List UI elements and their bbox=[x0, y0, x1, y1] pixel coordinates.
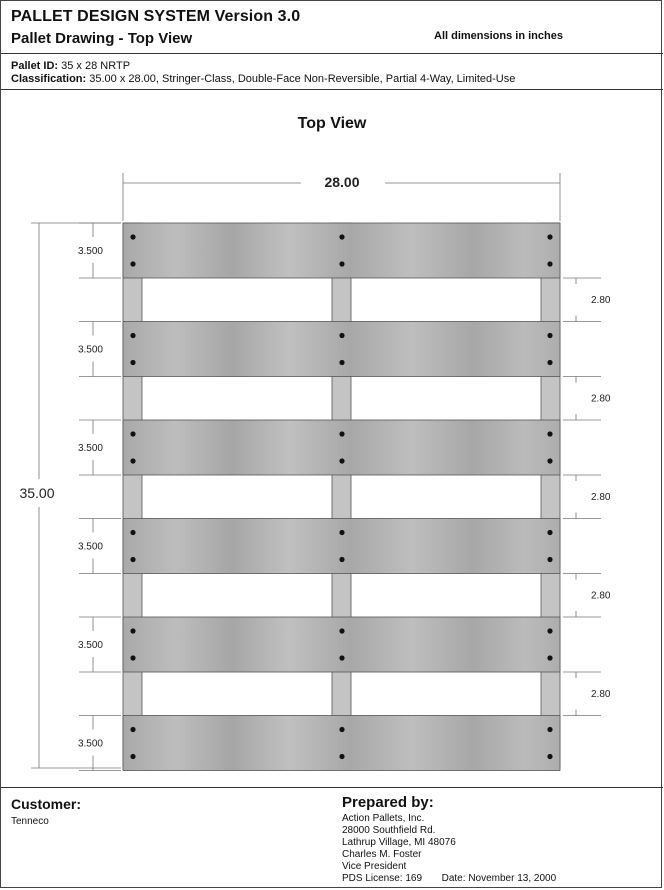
nail-icon bbox=[130, 754, 135, 759]
nail-icon bbox=[547, 727, 552, 732]
units-note: All dimensions in inches bbox=[434, 30, 563, 42]
gap-width-label: 2.80 bbox=[591, 689, 611, 700]
nail-icon bbox=[339, 234, 344, 239]
nail-icon bbox=[339, 261, 344, 266]
pallet-id-value: 35 x 28 NRTP bbox=[61, 60, 131, 72]
customer-heading: Customer: bbox=[11, 796, 82, 812]
app-title: PALLET DESIGN SYSTEM Version 3.0 bbox=[11, 8, 301, 25]
nail-icon bbox=[547, 628, 552, 633]
nail-icon bbox=[339, 754, 344, 759]
prepared-street: 28000 Southfield Rd. bbox=[342, 825, 436, 836]
nail-icon bbox=[130, 333, 135, 338]
nail-icon bbox=[547, 261, 552, 266]
nail-icon bbox=[339, 431, 344, 436]
prepared-by-heading: Prepared by: bbox=[342, 794, 434, 811]
prepared-company: Action Pallets, Inc. bbox=[342, 813, 425, 824]
classification-label: Classification: bbox=[11, 73, 87, 85]
deckboard-width-label: 3.500 bbox=[77, 443, 103, 454]
stringer bbox=[332, 223, 351, 768]
deckboard-width-label: 3.500 bbox=[77, 640, 103, 651]
nail-icon bbox=[130, 360, 135, 365]
nail-icon bbox=[339, 655, 344, 660]
nail-icon bbox=[547, 458, 552, 463]
drawing-title: Pallet Drawing - Top View bbox=[11, 30, 193, 47]
nail-icon bbox=[130, 431, 135, 436]
nail-icon bbox=[547, 557, 552, 562]
nail-icon bbox=[130, 234, 135, 239]
nail-icon bbox=[130, 655, 135, 660]
gap-width-label: 2.80 bbox=[591, 492, 611, 503]
nail-icon bbox=[130, 458, 135, 463]
nail-icon bbox=[130, 557, 135, 562]
nail-icon bbox=[547, 530, 552, 535]
gap-width-label: 2.80 bbox=[591, 393, 611, 405]
nail-icon bbox=[547, 431, 552, 436]
pallet-id-label: Pallet ID: bbox=[11, 60, 59, 72]
deckboard-width-label: 3.500 bbox=[77, 344, 103, 356]
license-value: 169 bbox=[405, 873, 423, 884]
date-value: November 13, 2000 bbox=[468, 873, 557, 884]
view-title: Top View bbox=[297, 115, 367, 132]
license-label: PDS License: bbox=[342, 873, 403, 884]
nail-icon bbox=[130, 530, 135, 535]
date-label: Date: bbox=[441, 873, 466, 884]
nail-icon bbox=[130, 261, 135, 266]
nail-icon bbox=[339, 727, 344, 732]
nail-icon bbox=[547, 234, 552, 239]
deckboard-width-label: 3.500 bbox=[77, 541, 103, 553]
deckboard bbox=[123, 420, 560, 475]
nail-icon bbox=[339, 557, 344, 562]
deckboard-width-label: 3.500 bbox=[77, 246, 103, 257]
nail-icon bbox=[130, 628, 135, 633]
prepared-title: Vice President bbox=[342, 861, 407, 872]
nail-icon bbox=[130, 727, 135, 732]
license-and-date-line bbox=[342, 873, 556, 884]
prepared-city: Lathrup Village, MI 48076 bbox=[342, 837, 456, 848]
classification-value: 35.00 x 28.00, Stringer-Class, Double-Face Non-Reversible, Partial 4-Way, Limited-Use bbox=[89, 73, 516, 85]
nail-icon bbox=[339, 628, 344, 633]
overall-width-label: 28.00 bbox=[324, 174, 360, 190]
footer-divider bbox=[1, 787, 663, 788]
nail-icon bbox=[339, 360, 344, 365]
nail-icon bbox=[339, 458, 344, 463]
gap-width-label: 2.80 bbox=[591, 590, 611, 602]
stringer bbox=[541, 223, 560, 768]
deckboard bbox=[123, 519, 560, 574]
nail-icon bbox=[547, 333, 552, 338]
gap-width-label: 2.80 bbox=[591, 295, 611, 306]
nail-icon bbox=[339, 333, 344, 338]
stringer bbox=[123, 223, 142, 768]
overall-length-label: 35.00 bbox=[19, 485, 55, 501]
deckboard-width-label: 3.500 bbox=[77, 738, 103, 750]
nail-icon bbox=[547, 655, 552, 660]
nail-icon bbox=[339, 530, 344, 535]
nail-icon bbox=[547, 360, 552, 365]
deckboard bbox=[123, 322, 560, 377]
customer-name: Tenneco bbox=[11, 816, 49, 827]
nail-icon bbox=[547, 754, 552, 759]
deckboard bbox=[123, 223, 560, 278]
deckboard bbox=[123, 716, 560, 771]
deckboard bbox=[123, 617, 560, 672]
pallet-top-view-drawing bbox=[1, 1, 663, 791]
prepared-person: Charles M. Foster bbox=[342, 849, 422, 860]
